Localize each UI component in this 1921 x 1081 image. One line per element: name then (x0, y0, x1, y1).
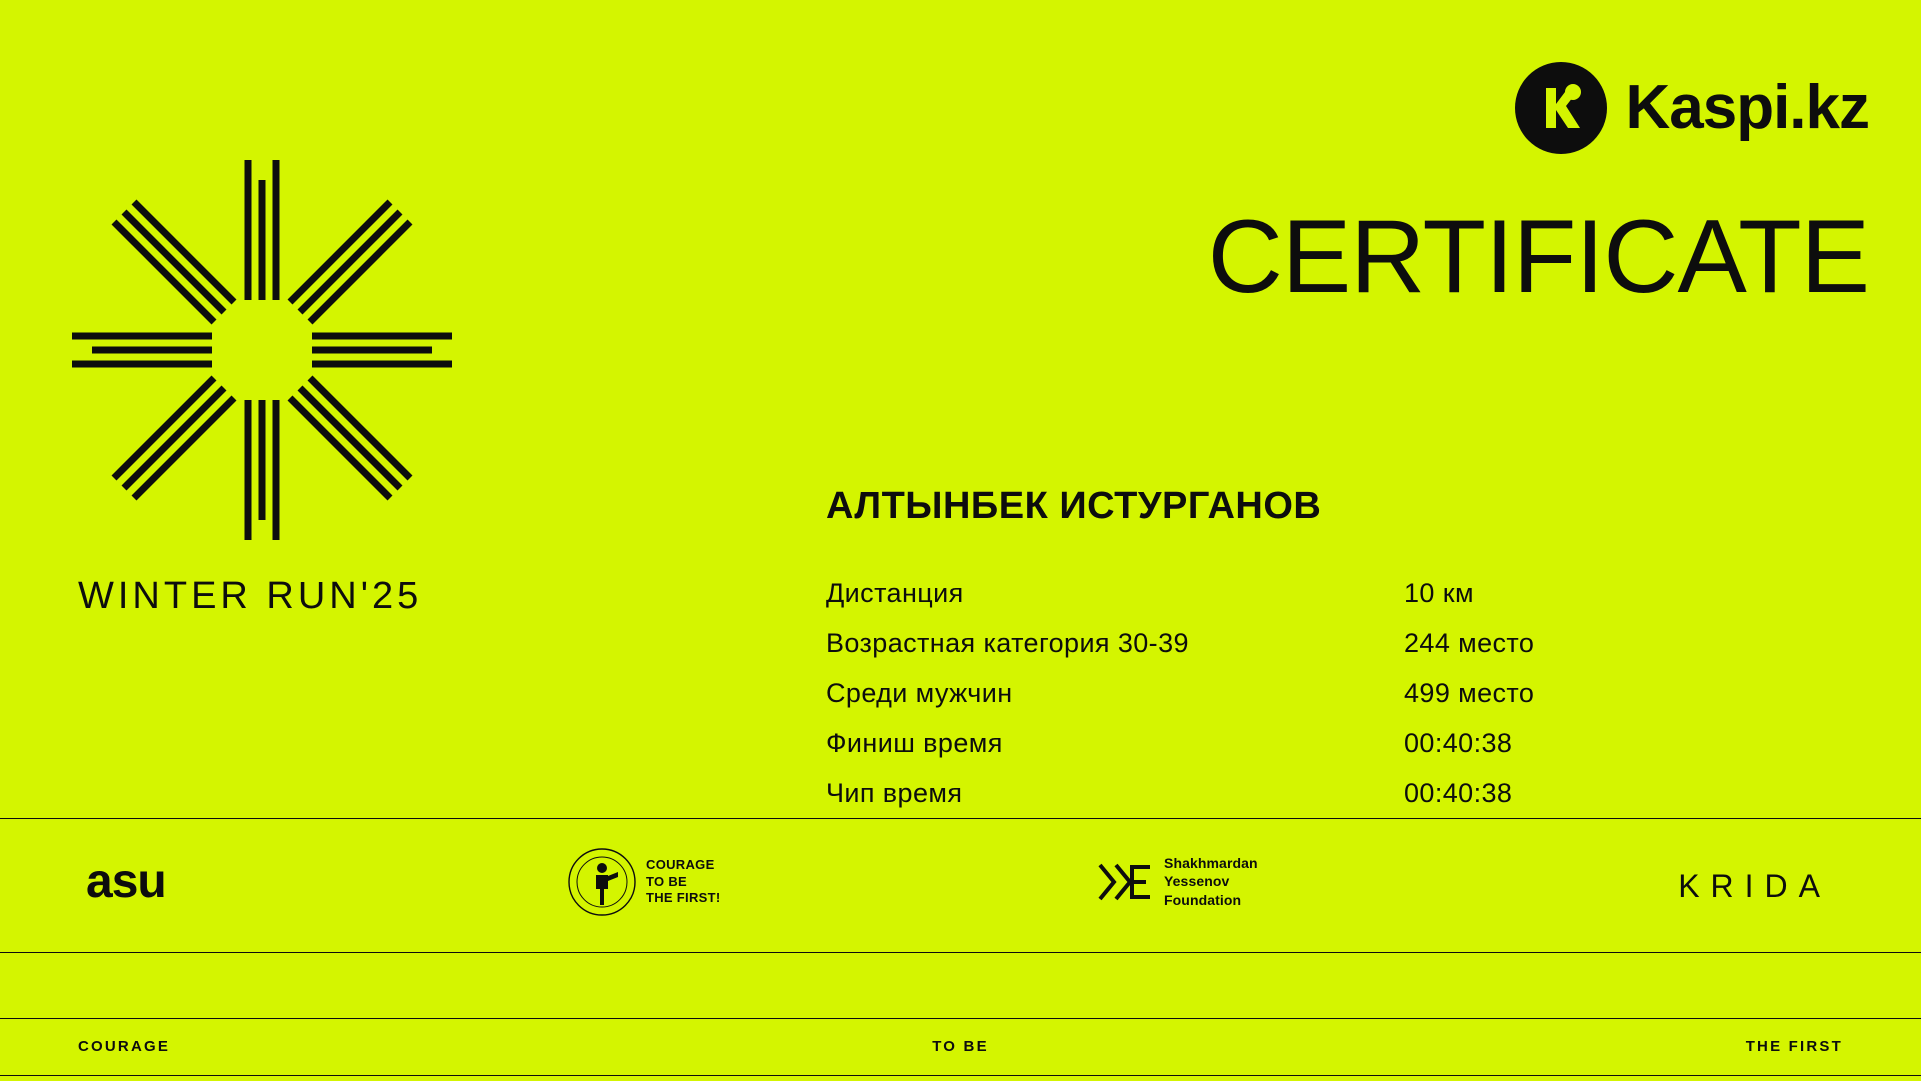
result-label: Финиш время (826, 728, 1003, 758)
table-row (826, 678, 1616, 728)
result-value: 499 место (1404, 678, 1535, 708)
sponsor-yessenov-logo (1096, 854, 1258, 909)
divider-mid (0, 952, 1921, 953)
divider-bottom (0, 1075, 1921, 1076)
courage-badge-icon (566, 846, 638, 918)
sponsor-krida-logo (1678, 868, 1831, 905)
table-row (826, 578, 1616, 628)
kaspi-logo (1515, 62, 1869, 154)
yessenov-line-3: Foundation (1164, 891, 1242, 908)
courage-wordmark (646, 857, 721, 907)
tagline-left: COURAGE (78, 1038, 171, 1055)
yessenov-mark-icon (1096, 861, 1154, 903)
tagline-right: THE FIRST (1745, 1038, 1843, 1055)
result-label: Возрастная категория 30-39 (826, 628, 1189, 658)
sponsor-krida-label: KRIDA (1678, 868, 1831, 904)
table-row (826, 628, 1616, 678)
certificate-heading: CERTIFICATE (1207, 199, 1869, 315)
sponsor-courage-logo (566, 846, 721, 918)
courage-line-1: COURAGE (646, 857, 715, 873)
result-label: Среди мужчин (826, 678, 1013, 708)
courage-line-3: THE FIRST! (646, 890, 721, 906)
yessenov-line-1: Shakhmardan (1164, 855, 1258, 871)
event-title: WINTER RUN'25 (78, 575, 423, 617)
yessenov-wordmark (1164, 854, 1258, 909)
result-label: Дистанция (826, 578, 964, 608)
tagline-center: TO BE (932, 1038, 989, 1055)
result-value: 00:40:38 (1404, 728, 1513, 758)
result-label: Чип время (826, 778, 963, 808)
yessenov-line-2: Yessenov (1164, 873, 1230, 890)
winter-run-emblem-icon (62, 150, 462, 550)
result-value: 10 км (1404, 578, 1474, 608)
tagline-strip (0, 1018, 1921, 1075)
result-value: 00:40:38 (1404, 778, 1513, 808)
sponsor-asu-label: asu (86, 855, 166, 908)
athlete-name: АЛТЫНБЕК ИСТУРГАНОВ (826, 485, 1322, 527)
courage-line-2: TO BE (646, 873, 687, 889)
results-table (826, 578, 1616, 828)
kaspi-wordmark: Kaspi.kz (1625, 73, 1869, 142)
sponsor-strip (0, 818, 1921, 952)
result-value: 244 место (1404, 628, 1535, 658)
table-row (826, 728, 1616, 778)
sponsor-asu-logo (86, 854, 166, 909)
kaspi-mark-icon (1515, 62, 1607, 154)
